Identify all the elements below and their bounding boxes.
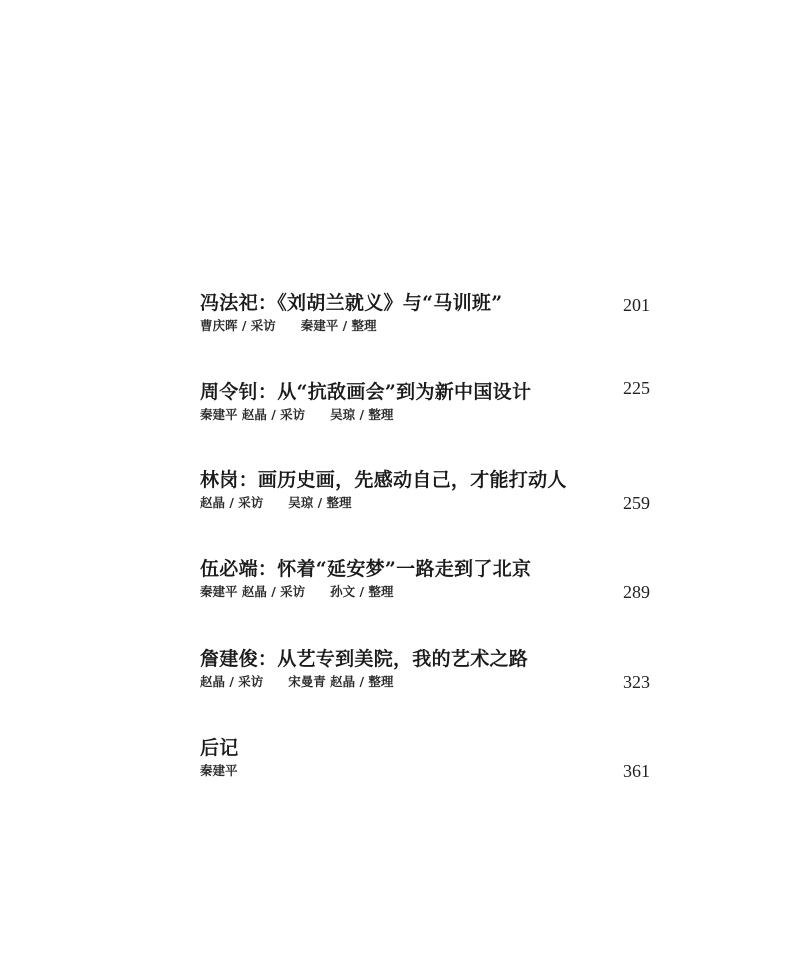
entry-credit: 秦建平 赵晶 / 采访 吴琼 / 整理 [200,407,394,422]
entry-credit: 赵晶 / 采访 吴琼 / 整理 [200,495,352,510]
entry-page-number: 289 [623,582,650,602]
entry-credit: 赵晶 / 采访 宋曼青 赵晶 / 整理 [200,674,394,689]
entry-page-number: 259 [623,493,650,513]
entry-title: 冯法祀：《刘胡兰就义》与“马训班” [200,292,503,314]
toc-entry[interactable] [200,736,650,796]
entry-credit: 曹庆晖 / 采访 秦建平 / 整理 [200,318,377,333]
entry-page-number: 361 [623,761,650,781]
toc-entry[interactable] [200,291,650,351]
entry-credit: 秦建平 [200,763,238,778]
entry-title: 林岗：画历史画，先感动自己，才能打动人 [200,469,567,491]
entry-page-number: 323 [623,672,650,692]
entry-credit: 秦建平 赵晶 / 采访 孙文 / 整理 [200,584,394,599]
entry-title: 后记 [200,737,239,759]
toc-entry[interactable] [200,380,650,440]
toc-entry[interactable] [200,468,650,528]
toc-entry[interactable] [200,557,650,617]
entry-page-number: 201 [623,295,650,315]
entry-title: 伍必端：怀着“延安梦”一路走到了北京 [200,558,532,580]
entry-title: 詹建俊：从艺专到美院，我的艺术之路 [200,648,529,670]
entry-title: 周令钊：从“抗敌画会”到为新中国设计 [200,381,532,403]
entry-page-number: 225 [623,378,650,398]
toc-entry[interactable] [200,647,650,707]
